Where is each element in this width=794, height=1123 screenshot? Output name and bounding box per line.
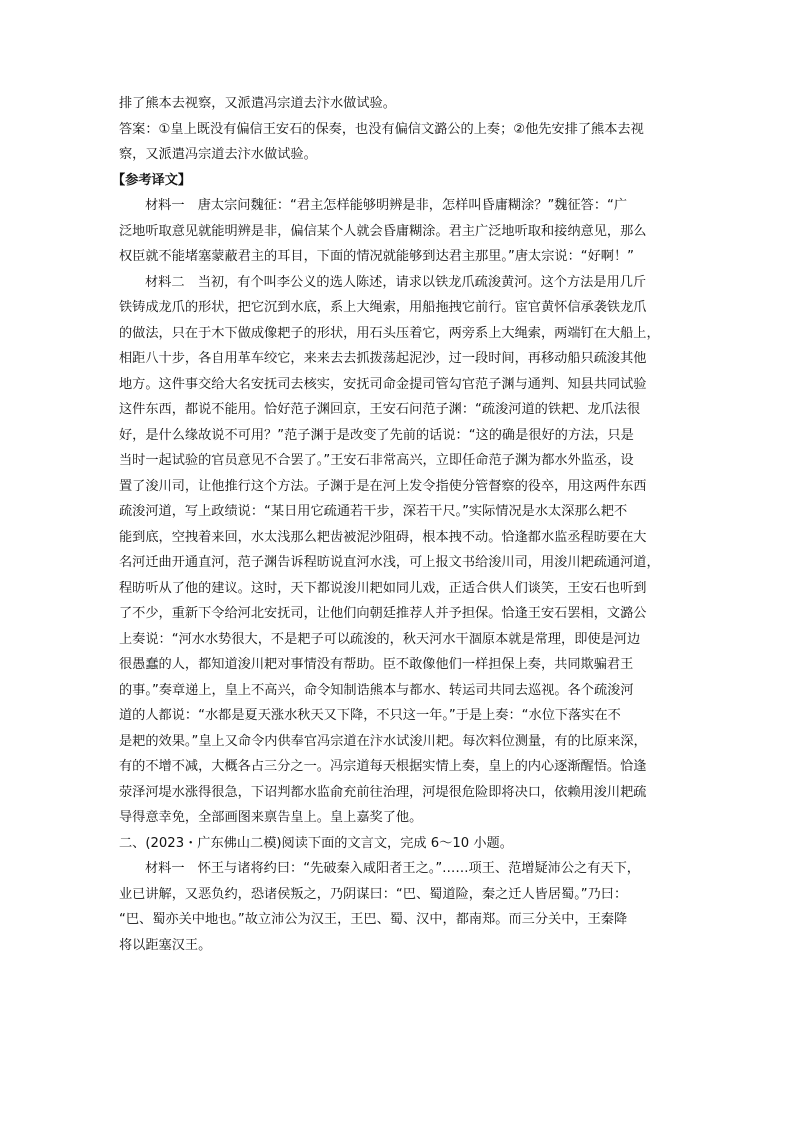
text-line: 疏浚河道，写上政绩说：“某日用它疏通若干步，深若干尺。”实际情况是水太深那么耙不: [119, 504, 628, 519]
text-line: 荥泽河堤水涨得很急，下诏判都水监俞充前往治理，河堤很危险即将决口，依赖用浚川耙疏: [119, 784, 647, 800]
text-line: 能到底，空拽着来回，水太浅那么耙齿被泥沙阻碍，根本拽不动。恰逢都水监丞程昉要在大: [119, 529, 647, 545]
text-line: 是耙的效果。”皇上又命令内供奉官冯宗道在汴水试浚川耙。每次料位测量，有的比原来深，: [119, 733, 647, 749]
question-heading: 二、(2023・广东佛山二模)阅读下面的文言文，完成 6～10 小题。: [119, 835, 513, 851]
text-line: 有的不增不减，大概各占三分之一。冯宗道每天根据实情上奏，皇上的内心逐渐醒悟。恰逢: [119, 759, 647, 774]
text-line: 当时一起试验的官员意见不合罢了。”王安石非常高兴，立即任命范子渊为都水外监丞，设: [119, 453, 634, 468]
text-line: 权臣就不能堵塞蒙蔽君主的耳目，下面的情况就能够到达君主那里。”唐太宗说：“好啊！”: [119, 249, 635, 264]
answer-line: 答案：①皇上既没有偏信王安石的保奏，也没有偏信文潞公的上奏；②他先安排了熊本去视: [119, 121, 644, 137]
paragraph-first-line: 材料一 怀王与诸将约曰：“先破秦入咸阳者王之。”……项王、范增疑沛公之有天下，: [145, 861, 640, 876]
text-line: 道的人都说：“水都是夏天涨水秋天又下降，不只这一年。”于是上奏：“水位下落实在不: [119, 708, 621, 723]
text-line: 名河迁曲开通直河，范子渊告诉程昉说直河水浅，可上报文书给浚川司，用浚川耙疏通河道，: [119, 555, 660, 570]
text-line: 置了浚川司，让他推行这个方法。子渊于是在河上发令指使分管督察的役卒，用这两件东西: [119, 478, 647, 494]
text-line: 好，是什么缘故说不可用？”范子渊于是改变了先前的话说：“这的确是很好的方法，只是: [119, 427, 634, 443]
text-line: “巴、蜀亦关中地也。”故立沛公为汉王，王巴、蜀、汉中，都南郑。而三分关中，王秦降: [119, 912, 628, 927]
text-line: 相距八十步，各自用革车绞它，来来去去抓拨荡起泥沙，过一段时间，再移动船只疏浚其他: [119, 351, 647, 366]
text-line: 程昉听从了他的建议。这时，天下都说浚川耙如同儿戏，正适合供人们谈笑，王安石也听到: [119, 580, 647, 596]
text-line: 的做法，只在于木下做成像耙子的形状，用石头压着它，两旁系上大绳索，两端钉在大船上，: [119, 325, 660, 341]
text-line: 的事。”奏章递上，皇上不高兴，命令知制诰熊本与都水、转运司共同去巡视。各个疏浚河: [119, 682, 634, 698]
paragraph-first-line: 材料一 唐太宗问魏征：“君主怎样能够明辨是非，怎样叫昏庸糊涂？”魏征答：“广: [145, 198, 628, 213]
text-line: 泛地听取意见就能明辨是非，偏信某个人就会昏庸糊涂。君主广泛地听取和接纳意见，那么: [119, 223, 647, 239]
text-line: 导得意幸免，全部画图来禀告皇上。皇上嘉奖了他。: [119, 810, 423, 825]
document-body: [0, 91, 794, 958]
text-line: 铁铸成龙爪的形状，把它沉到水底，系上大绳索，用船拖拽它前行。宦官黄怀信承袭铁龙爪: [119, 300, 647, 315]
text-line: 业已讲解，又恶负约，恐诸侯叛之，乃阴谋曰：“巴、蜀道险，秦之迁人皆居蜀。”乃曰：: [119, 886, 628, 902]
text-line: 上奏说：“河水水势很大，不是耙子可以疏浚的，秋天河水干涸原本就是常理，即使是河边: [119, 631, 641, 647]
section-heading: 【参考译文】: [112, 172, 192, 188]
text-line: 了不少，重新下令给河北安抚司，让他们向朝廷推荐人并予担保。恰逢王安石罢相，文潞公: [119, 606, 647, 621]
text-line: 很愚蠢的人，都知道浚川耙对事情没有帮助。臣不敢像他们一样担保上奏，共同欺骗君王: [119, 657, 634, 672]
text-line: 地方。这件事交给大名安抚司去核实，安抚司命金提司管勾官范子渊与通判、知县共同试验: [119, 376, 647, 392]
text-line: 将以距塞汉王。: [119, 937, 212, 953]
paragraph-first-line: 材料二 当初，有个叫李公义的选人陈述，请求以铁龙爪疏浚黄河。这个方法是用几斤: [145, 274, 647, 290]
text-line: 排了熊本去视察，又派遣冯宗道去汴水做试验。: [119, 96, 396, 111]
text-line: 这件东西，都说不能用。恰好范子渊回京，王安石问范子渊：“疏浚河道的铁耙、龙爪法很: [119, 402, 641, 417]
answer-line: 察，又派遣冯宗道去汴水做试验。: [119, 147, 317, 162]
